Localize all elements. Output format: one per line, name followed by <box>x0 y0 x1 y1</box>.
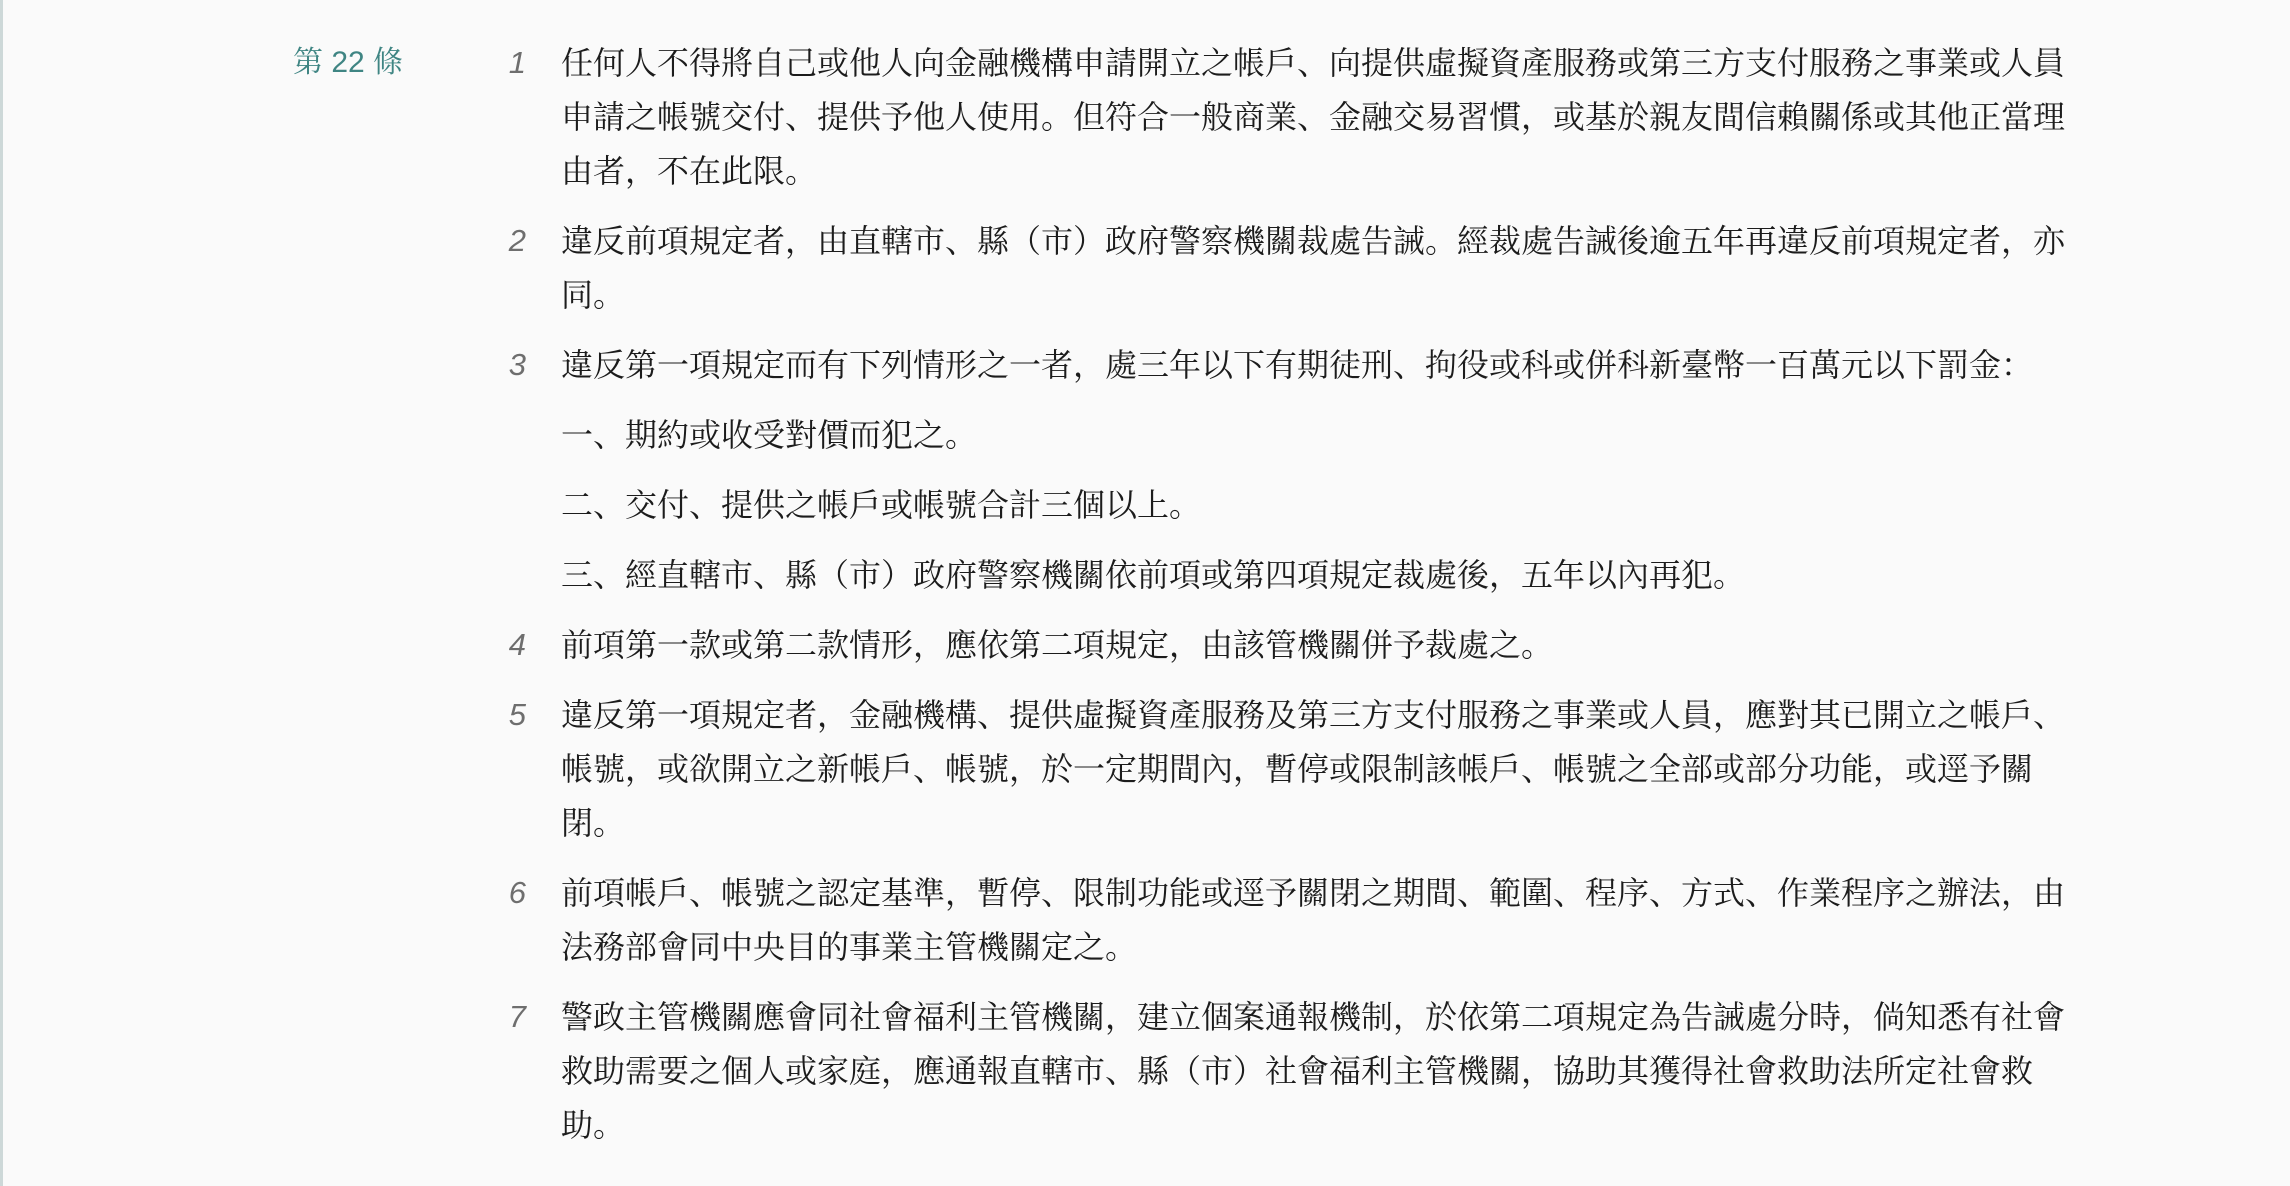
text-line: 帳號，或欲開立之新帳戶、帳號，於一定期間內，暫停或限制該帳戶、帳號之全部或部分功能，或逕予關 <box>561 751 2034 787</box>
paragraph-number: 7 <box>508 999 526 1034</box>
text-line: 違反第一項規定者，金融機構、提供虛擬資產服務及第三方支付服務之事業或人員，應對其已開立之帳戶、 <box>561 697 2066 733</box>
text-line: 同。 <box>561 277 626 313</box>
text-line: 三、經直轄市、縣（市）政府警察機關依前項或第四項規定裁處後，五年以內再犯。 <box>561 557 1746 593</box>
paragraph-5 <box>480 688 2100 850</box>
paragraph-text <box>561 478 1201 532</box>
paragraph-number: 3 <box>508 347 526 382</box>
text-line: 救助需要之個人或家庭，應通報直轄市、縣（市）社會福利主管機關，協助其獲得社會救助法所定社會救 <box>561 1053 2034 1089</box>
paragraph-text <box>561 214 2065 322</box>
paragraph-2 <box>480 214 2100 322</box>
text-line: 警政主管機關應會同社會福利主管機關，建立個案通報機制，於依第二項規定為告誡處分時，倘知悉有社會 <box>561 999 2066 1035</box>
paragraph-number: 2 <box>508 223 526 258</box>
text-line: 閉。 <box>561 805 626 841</box>
article-content <box>480 36 2100 1168</box>
paragraph-number: 1 <box>508 45 526 80</box>
text-line: 違反第一項規定而有下列情形之一者，處三年以下有期徒刑、拘役或科或併科新臺幣一百萬元以下罰金： <box>561 347 2034 383</box>
text-line: 法務部會同中央目的事業主管機關定之。 <box>561 929 1138 965</box>
paragraph-text <box>561 548 1745 602</box>
left-border <box>0 0 3 1186</box>
paragraph-number <box>480 408 561 462</box>
text-line: 前項第一款或第二款情形，應依第二項規定，由該管機關併予裁處之。 <box>561 627 1554 663</box>
article-number: 第 22 條 <box>293 46 404 79</box>
paragraph-text <box>561 688 2065 850</box>
text-line: 助。 <box>561 1107 626 1143</box>
paragraph-text <box>561 338 2033 392</box>
paragraph-text <box>561 618 1553 672</box>
paragraph-number: 6 <box>508 875 526 910</box>
paragraph-6 <box>480 866 2100 974</box>
text-line: 前項帳戶、帳號之認定基準，暫停、限制功能或逕予關閉之期間、範圍、程序、方式、作業程序之辦法，由 <box>561 875 2066 911</box>
paragraph-4 <box>480 618 2100 672</box>
paragraph-text <box>561 408 977 462</box>
text-line: 任何人不得將自己或他人向金融機構申請開立之帳戶、向提供虛擬資產服務或第三方支付服務之事業或人員 <box>561 45 2066 81</box>
text-line: 違反前項規定者，由直轄市、縣（市）政府警察機關裁處告誡。經裁處告誡後逾五年再違反前項規定者，亦 <box>561 223 2066 259</box>
text-line: 一、期約或收受對價而犯之。 <box>561 417 978 453</box>
paragraph-number: 4 <box>508 627 526 662</box>
paragraph-number <box>480 478 561 532</box>
text-line: 二、交付、提供之帳戶或帳號合計三個以上。 <box>561 487 1202 523</box>
sub-item <box>480 548 2100 602</box>
paragraph-text <box>561 36 2065 198</box>
sub-item <box>480 408 2100 462</box>
paragraph-7 <box>480 990 2100 1152</box>
paragraph-1 <box>480 36 2100 198</box>
paragraph-text <box>561 866 2065 974</box>
text-line: 由者，不在此限。 <box>561 153 818 189</box>
text-line: 申請之帳號交付、提供予他人使用。但符合一般商業、金融交易習慣，或基於親友間信賴關係或其他正當理 <box>561 99 2066 135</box>
paragraph-3 <box>480 338 2100 392</box>
paragraph-number <box>480 548 561 602</box>
paragraph-number: 5 <box>508 697 526 732</box>
paragraph-text <box>561 990 2065 1152</box>
sub-item <box>480 478 2100 532</box>
